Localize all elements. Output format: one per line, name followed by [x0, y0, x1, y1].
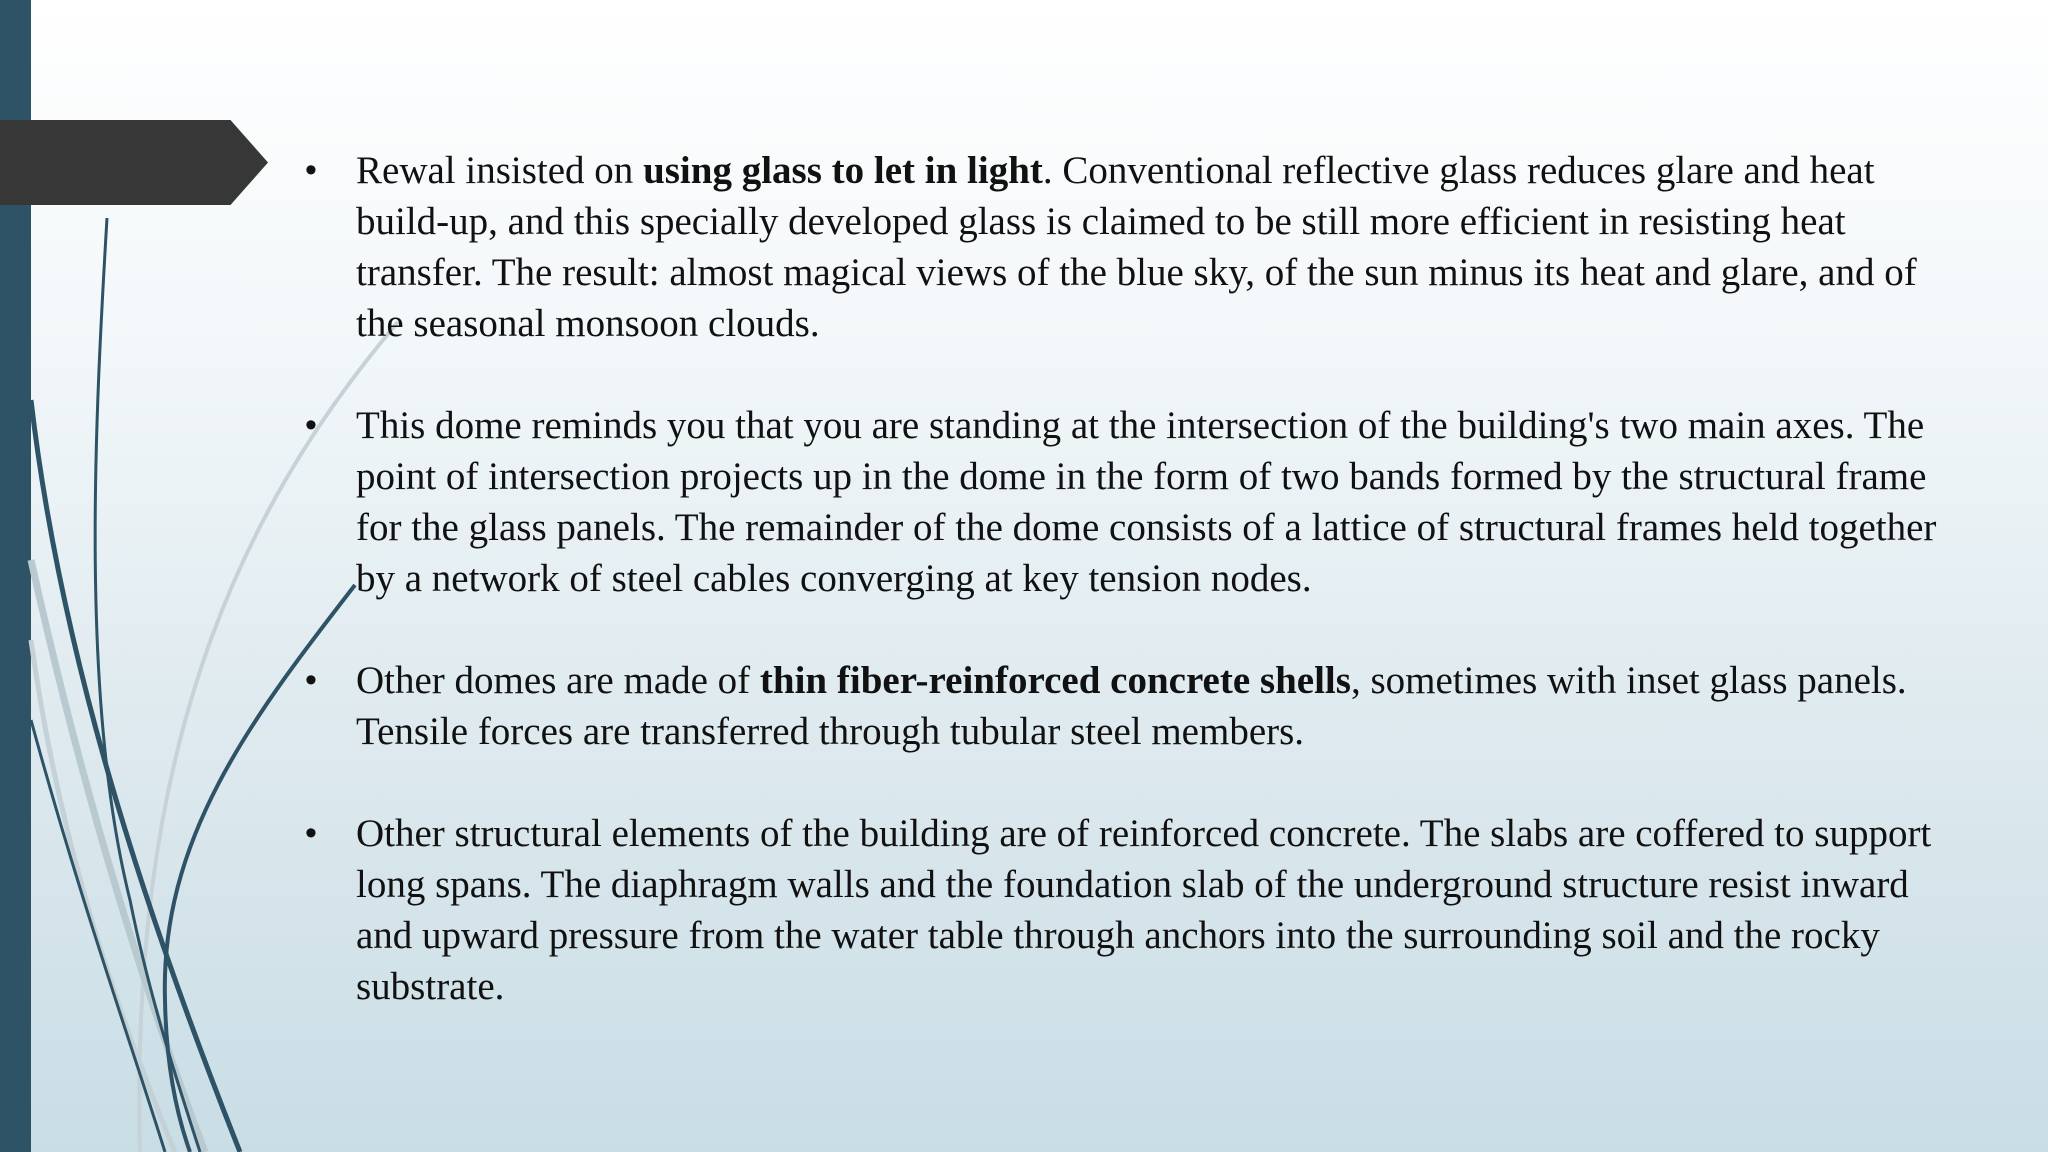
bullet-item	[305, 400, 1965, 604]
bullet-text: Other structural elements of the building are of reinforced concrete. The slabs are coffered to support long spans. The diaphragm walls and the foundation slab of the underground structure resist inward and upward pressure from the water table through anchors into the surrounding soil and the rocky substrate.	[356, 812, 1932, 1008]
bullet-item	[305, 145, 1965, 349]
curve-light-2	[31, 560, 205, 1152]
title-tab-arrow	[0, 120, 268, 205]
bullet-marker: •	[305, 151, 317, 189]
bullet-text: This dome reminds you that you are standing at the intersection of the building's two main axes. The point of intersection projects up in the dome in the form of two bands formed by the structural frame for the glass panels. The remainder of the dome consists of a lattice of structural frames held together by a network of steel cables converging at key tension nodes.	[356, 404, 1937, 600]
bullet-marker: •	[305, 661, 317, 699]
bullet-item	[305, 808, 1965, 1012]
bullet-text: . Conventional reflective glass reduces glare and heat build-up, and this specially developed glass is claimed to be still more efficient in resisting heat transfer. The result: almost magical views of the blue sky, of the sun minus its heat and glare, and of the seasonal monsoon clouds.	[356, 149, 1917, 345]
bullet-marker: •	[305, 814, 317, 852]
bullet-text: Rewal insisted on	[356, 149, 644, 192]
bullet-bold-text: using glass to let in light	[643, 149, 1043, 192]
bullet-marker: •	[305, 406, 317, 444]
bullet-bold-text: thin fiber-reinforced concrete shells	[759, 659, 1351, 702]
slide-body	[305, 145, 1965, 1063]
bullet-item	[305, 655, 1965, 757]
bullet-text: Other domes are made of	[356, 659, 760, 702]
curve-dark-2	[31, 400, 240, 1152]
bullet-text: , sometimes with inset glass panels. Tensile forces are transferred through tubular steel members.	[356, 659, 1907, 753]
